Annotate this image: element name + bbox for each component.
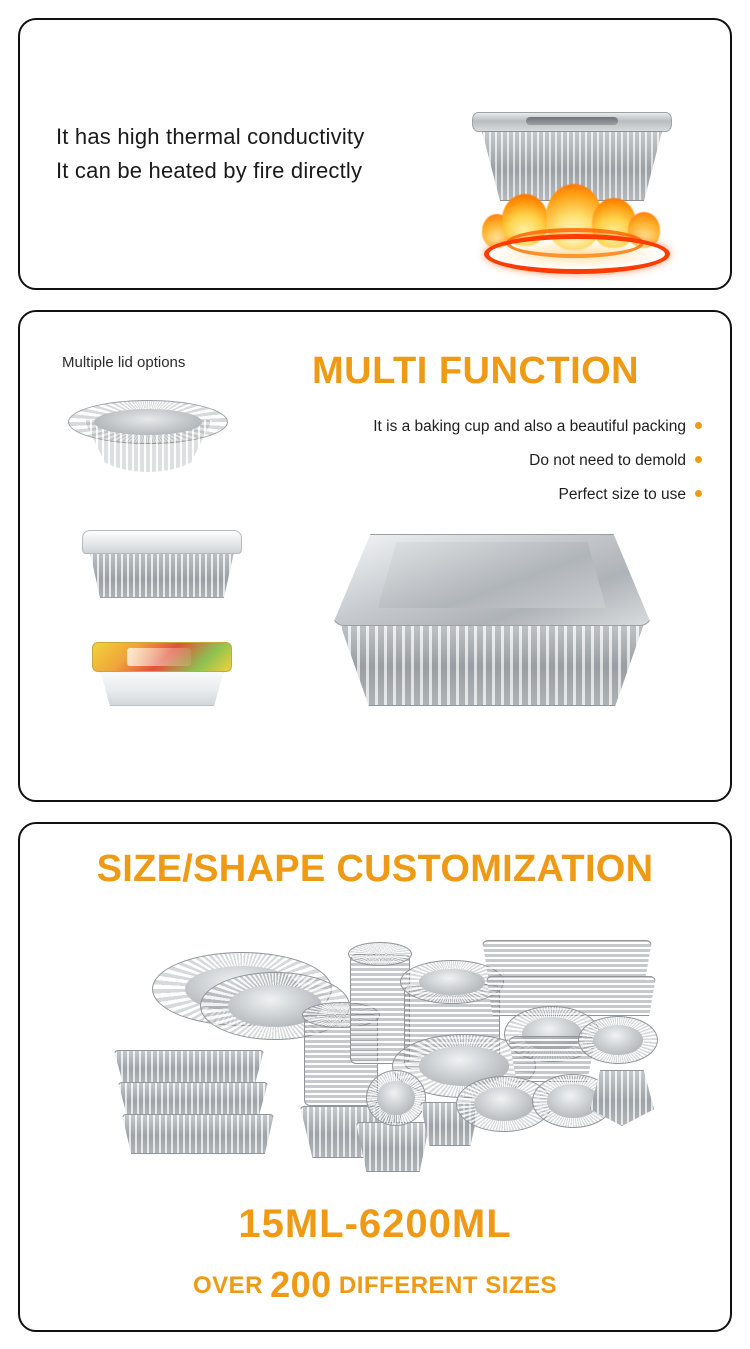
printed-container-body — [100, 670, 224, 706]
size-count-text — [20, 1264, 730, 1306]
list-item — [282, 478, 702, 512]
printed-container-lid — [92, 642, 232, 672]
multi-function-panel — [18, 310, 732, 802]
pan-core — [547, 1084, 598, 1117]
bullet-text: Do not need to demold — [529, 452, 686, 469]
bullet-text: It is a baking cup and also a beautiful packing — [373, 418, 686, 435]
thermal-conductivity-panel — [18, 18, 732, 290]
list-item — [282, 444, 702, 478]
capacity-range-text: 15ML-6200ML — [238, 1202, 512, 1246]
small-rect-tray — [356, 1122, 430, 1172]
thermal-text-block — [56, 120, 364, 188]
thermal-line-2: It can be heated by fire directly — [56, 158, 363, 183]
bullet-text: Perfect size to use — [558, 486, 686, 503]
rect-tray — [118, 1082, 268, 1116]
foil-containers-group-icon — [104, 910, 664, 1190]
foil-container-with-lid-icon — [332, 534, 652, 714]
flame-icon — [472, 188, 672, 270]
size-shape-customization-panel — [18, 822, 732, 1332]
cup-core — [377, 1081, 414, 1116]
rect-tray — [114, 1050, 264, 1084]
list-item — [282, 410, 702, 444]
pan-core — [419, 969, 484, 996]
lid-core — [593, 1025, 643, 1054]
size-shape-title: SIZE/SHAPE CUSTOMIZATION — [96, 848, 654, 890]
round-lidded-container — [578, 1016, 658, 1064]
size-count-suffix: DIFFERENT SIZES — [338, 1272, 558, 1299]
rect-container-lid — [82, 530, 242, 554]
size-count-number: 200 — [270, 1264, 332, 1305]
rect-tray — [122, 1114, 274, 1154]
big-tray-body — [338, 618, 646, 706]
burner-ring — [484, 234, 670, 274]
printed-lid-container-icon — [92, 642, 232, 706]
pan-core — [474, 1087, 534, 1122]
big-tray-lid-inner — [378, 542, 606, 608]
round-cup-top — [348, 942, 412, 966]
size-count-prefix: OVER — [192, 1272, 263, 1299]
steam-pan — [482, 940, 652, 980]
thermal-line-1: It has high thermal conductivity — [56, 124, 365, 149]
bowl-inner — [94, 409, 202, 435]
multi-function-bullet-list — [282, 410, 702, 512]
rectangular-foil-container-icon — [82, 530, 242, 600]
lid-options-caption: Multiple lid options — [62, 354, 186, 371]
multi-function-title: MULTI FUNCTION — [312, 350, 640, 392]
bullet-dot-icon — [695, 422, 702, 429]
rect-container-body — [90, 552, 234, 598]
small-round-cup — [366, 1070, 426, 1126]
tray-inner-slot — [526, 117, 618, 125]
round-cup-stack — [350, 954, 410, 1064]
round-foil-bowl-icon — [68, 400, 228, 480]
bullet-dot-icon — [695, 490, 702, 497]
bullet-dot-icon — [695, 456, 702, 463]
